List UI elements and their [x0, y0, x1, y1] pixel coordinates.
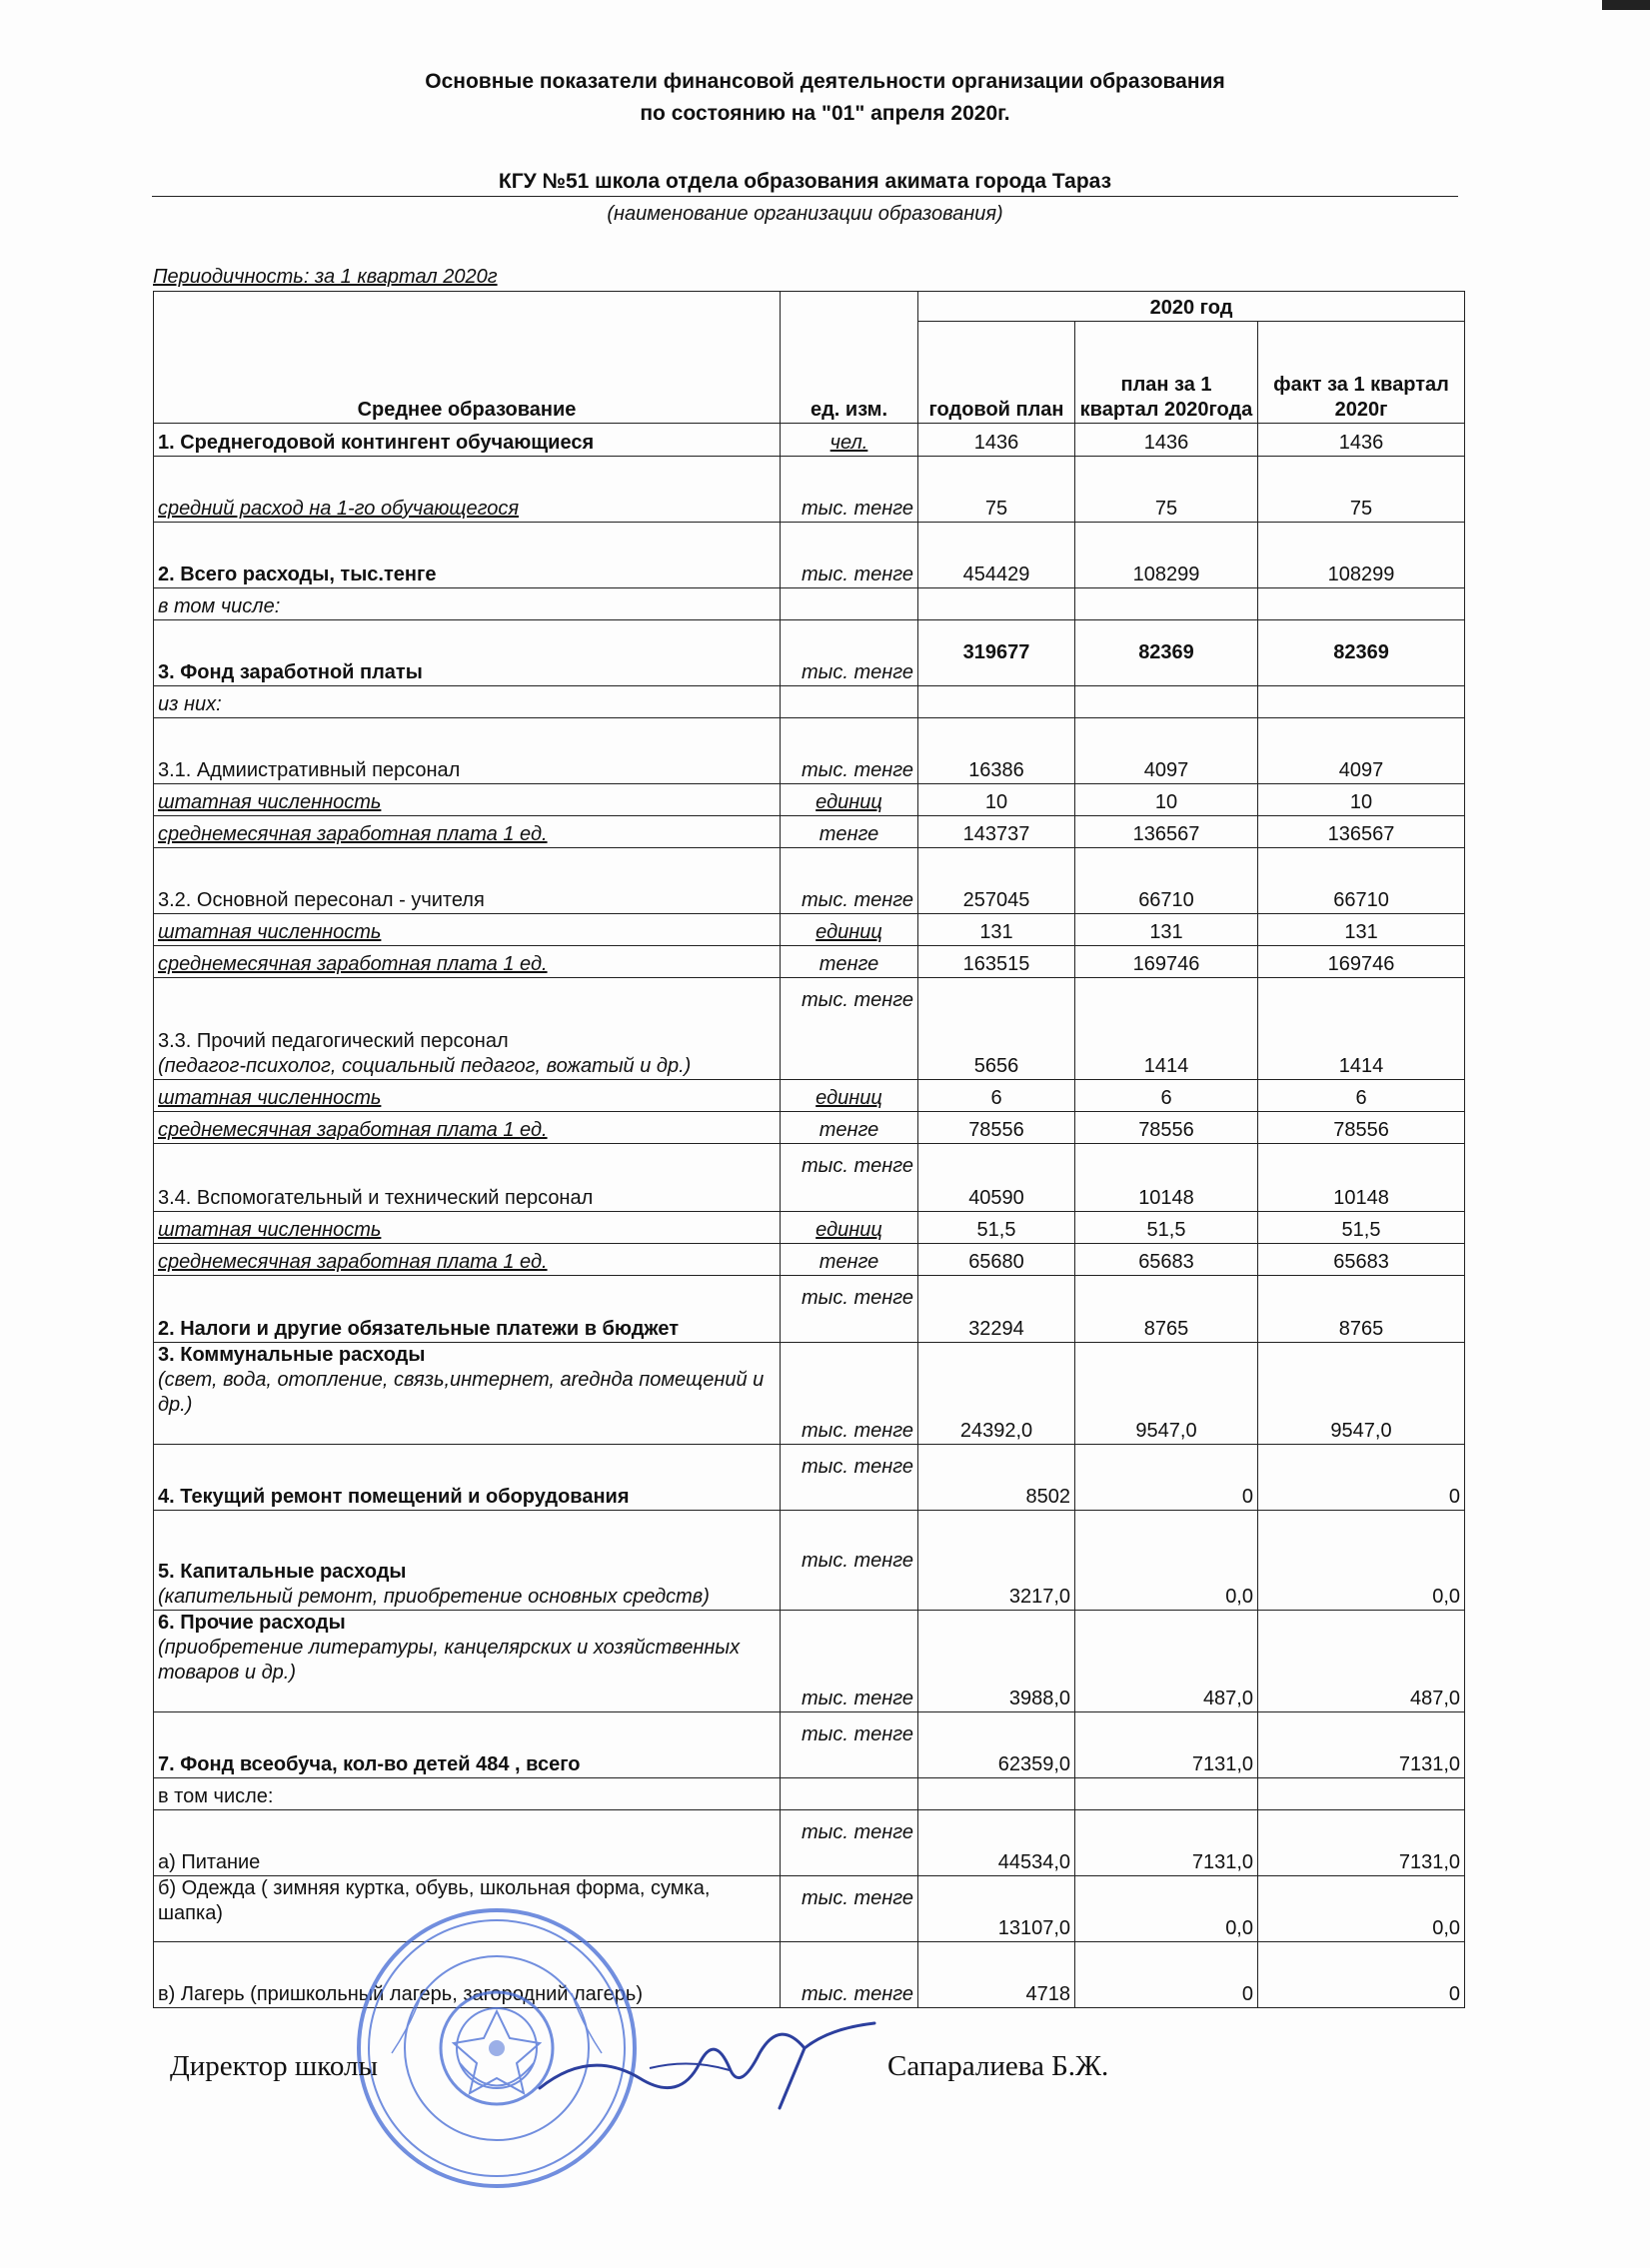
row-plan: 4097	[1075, 718, 1258, 784]
row-annual	[918, 686, 1075, 718]
document-title-line2: по состоянию на "01" апреля 2020г.	[640, 102, 1010, 125]
row-annual: 62359,0	[918, 1712, 1075, 1778]
row-annual: 13107,0	[918, 1876, 1075, 1942]
row-fact: 0	[1258, 1445, 1465, 1511]
table-row	[154, 978, 1465, 1080]
row-unit: тыс. тенге	[781, 1810, 918, 1876]
row-label	[154, 1611, 781, 1712]
row-label: б) Одежда ( зимняя куртка, обувь, школьная форма, сумка, шапка)	[154, 1876, 781, 1942]
row-fact: 4097	[1258, 718, 1465, 784]
table-row	[154, 457, 1465, 523]
table-row	[154, 1810, 1465, 1876]
row-plan: 10148	[1075, 1144, 1258, 1212]
row-fact: 8765	[1258, 1276, 1465, 1343]
row-fact: 1414	[1258, 978, 1465, 1080]
row-annual: 40590	[918, 1144, 1075, 1212]
header-main: Среднее образование	[154, 292, 781, 424]
table-row	[154, 1712, 1465, 1778]
row-annual: 1436	[918, 424, 1075, 457]
table-row	[154, 1876, 1465, 1942]
row-unit: тенге	[781, 816, 918, 848]
row-plan: 1436	[1075, 424, 1258, 457]
row-unit: тыс. тенге	[781, 1343, 918, 1445]
table-row	[154, 914, 1465, 946]
table-row	[154, 1511, 1465, 1611]
row-fact: 78556	[1258, 1112, 1465, 1144]
document-title-line1: Основные показатели финансовой деятельности организации образования	[425, 70, 1225, 93]
row-annual: 3217,0	[918, 1511, 1075, 1611]
table-row	[154, 620, 1465, 686]
row-label-sub: (педагог-психолог, социальный педагог, вожатый и др.)	[158, 1055, 692, 1077]
row-annual: 24392,0	[918, 1343, 1075, 1445]
row-fact: 487,0	[1258, 1611, 1465, 1712]
row-label: среднемесячная заработная плата 1 ед.	[154, 1244, 781, 1276]
row-label: 3.1. Адмиистративный персонал	[154, 718, 781, 784]
row-label: в) Лагерь (пришкольный лагерь, загородний лагерь)	[154, 1942, 781, 2008]
row-label: в том числе:	[154, 588, 781, 620]
row-label: среднемесячная заработная плата 1 ед.	[154, 1112, 781, 1144]
row-plan: 169746	[1075, 946, 1258, 978]
row-label: среднемесячная заработная плата 1 ед.	[154, 946, 781, 978]
row-plan: 6	[1075, 1080, 1258, 1112]
row-fact: 10	[1258, 784, 1465, 816]
row-annual: 51,5	[918, 1212, 1075, 1244]
row-fact: 75	[1258, 457, 1465, 523]
row-fact: 7131,0	[1258, 1810, 1465, 1876]
row-fact: 10148	[1258, 1144, 1465, 1212]
row-label: 2. Налоги и другие обязательные платежи в бюджет	[154, 1276, 781, 1343]
director-signature	[530, 2008, 889, 2118]
row-label-main: 5. Капитальные расходы	[158, 1561, 407, 1583]
table-row	[154, 718, 1465, 784]
row-plan: 10	[1075, 784, 1258, 816]
header-plan-q1: план за 1 квартал 2020года	[1075, 322, 1258, 424]
table-row	[154, 1212, 1465, 1244]
row-annual: 10	[918, 784, 1075, 816]
row-label-main: 6. Прочие расходы	[158, 1612, 346, 1634]
row-unit: тыс. тенге	[781, 718, 918, 784]
row-unit: чел.	[781, 424, 918, 457]
row-label: 2. Всего расходы, тыс.тенге	[154, 523, 781, 588]
row-annual: 257045	[918, 848, 1075, 914]
row-annual: 5656	[918, 978, 1075, 1080]
row-plan: 51,5	[1075, 1212, 1258, 1244]
row-annual: 44534,0	[918, 1810, 1075, 1876]
row-annual: 8502	[918, 1445, 1075, 1511]
table-row	[154, 686, 1465, 718]
row-unit	[781, 1778, 918, 1810]
row-fact: 65683	[1258, 1244, 1465, 1276]
row-annual: 131	[918, 914, 1075, 946]
row-unit: тыс. тенге	[781, 620, 918, 686]
row-annual: 6	[918, 1080, 1075, 1112]
scan-edge-mark	[1602, 0, 1650, 10]
row-unit: тыс. тенге	[781, 523, 918, 588]
row-label: средний расход на 1-го обучающегося	[154, 457, 781, 523]
row-annual: 143737	[918, 816, 1075, 848]
row-unit: единиц	[781, 1080, 918, 1112]
row-unit	[781, 686, 918, 718]
table-row	[154, 523, 1465, 588]
table-row	[154, 1276, 1465, 1343]
row-fact	[1258, 588, 1465, 620]
row-unit: тенге	[781, 1112, 918, 1144]
row-fact: 108299	[1258, 523, 1465, 588]
row-label-sub: (капительный ремонт, приобретение основных средств)	[158, 1586, 710, 1608]
table-row	[154, 1080, 1465, 1112]
row-fact: 131	[1258, 914, 1465, 946]
row-annual: 32294	[918, 1276, 1075, 1343]
row-plan: 131	[1075, 914, 1258, 946]
row-plan: 82369	[1075, 620, 1258, 686]
row-plan	[1075, 1778, 1258, 1810]
row-plan	[1075, 588, 1258, 620]
row-fact: 0	[1258, 1942, 1465, 2008]
table-row	[154, 424, 1465, 457]
row-annual: 16386	[918, 718, 1075, 784]
organization-caption: (наименование организации образования)	[607, 203, 1003, 225]
row-unit: тыс. тенге	[781, 1445, 918, 1511]
row-plan: 7131,0	[1075, 1712, 1258, 1778]
row-plan: 0	[1075, 1445, 1258, 1511]
row-fact: 9547,0	[1258, 1343, 1465, 1445]
row-label	[154, 1511, 781, 1611]
row-unit: тыс. тенге	[781, 1144, 918, 1212]
row-label: из них:	[154, 686, 781, 718]
table-row	[154, 1112, 1465, 1144]
row-unit: единиц	[781, 784, 918, 816]
row-label: штатная численность	[154, 784, 781, 816]
row-fact: 51,5	[1258, 1212, 1465, 1244]
row-annual: 78556	[918, 1112, 1075, 1144]
row-label: 4. Текущий ремонт помещений и оборудования	[154, 1445, 781, 1511]
row-label: 1. Среднегодовой контингент обучающиеся	[154, 424, 781, 457]
row-label: 3. Фонд заработной платы	[154, 620, 781, 686]
row-annual: 75	[918, 457, 1075, 523]
header-fact-q1: факт за 1 квартал 2020г	[1258, 322, 1465, 424]
row-label: среднемесячная заработная плата 1 ед.	[154, 816, 781, 848]
row-label-main: 3. Коммунальные расходы	[158, 1344, 426, 1366]
row-label: 3.2. Основной пересонал - учителя	[154, 848, 781, 914]
table-row	[154, 1611, 1465, 1712]
row-plan: 0	[1075, 1942, 1258, 2008]
row-unit: единиц	[781, 1212, 918, 1244]
row-fact: 1436	[1258, 424, 1465, 457]
table-row	[154, 1942, 1465, 2008]
row-plan: 66710	[1075, 848, 1258, 914]
row-plan: 108299	[1075, 523, 1258, 588]
row-plan: 0,0	[1075, 1876, 1258, 1942]
table-row	[154, 946, 1465, 978]
organization-underline	[152, 196, 1458, 197]
organization-name: КГУ №51 школа отдела образования акимата города Тараз	[498, 170, 1112, 193]
row-label-main: 3.3. Прочий педагогический персонал	[158, 1030, 509, 1052]
row-label: штатная численность	[154, 1212, 781, 1244]
row-annual: 4718	[918, 1942, 1075, 2008]
row-fact: 0,0	[1258, 1511, 1465, 1611]
table-row	[154, 816, 1465, 848]
table-row	[154, 588, 1465, 620]
row-label	[154, 978, 781, 1080]
row-plan: 9547,0	[1075, 1343, 1258, 1445]
row-unit: тыс. тенге	[781, 1276, 918, 1343]
row-unit: тыс. тенге	[781, 1511, 918, 1611]
row-plan: 136567	[1075, 816, 1258, 848]
row-unit: тыс. тенге	[781, 1876, 918, 1942]
header-unit: ед. изм.	[781, 292, 918, 424]
row-annual: 454429	[918, 523, 1075, 588]
row-unit: тенге	[781, 946, 918, 978]
row-label: 7. Фонд всеобуча, кол-во детей 484 , всего	[154, 1712, 781, 1778]
row-label: в том числе:	[154, 1778, 781, 1810]
row-unit: тыс. тенге	[781, 1942, 918, 2008]
row-fact	[1258, 1778, 1465, 1810]
table-row	[154, 1244, 1465, 1276]
table-row	[154, 1343, 1465, 1445]
row-fact	[1258, 686, 1465, 718]
table-row	[154, 1778, 1465, 1810]
signature-name: Сапаралиева Б.Ж.	[887, 2050, 1109, 2082]
row-fact: 169746	[1258, 946, 1465, 978]
row-unit: тыс. тенге	[781, 1611, 918, 1712]
row-plan: 0,0	[1075, 1511, 1258, 1611]
row-unit: тыс. тенге	[781, 848, 918, 914]
row-plan: 78556	[1075, 1112, 1258, 1144]
header-year: 2020 год	[918, 292, 1465, 322]
table-row	[154, 1445, 1465, 1511]
row-label: штатная численность	[154, 914, 781, 946]
row-unit: тыс. тенге	[781, 978, 918, 1080]
row-unit	[781, 588, 918, 620]
row-label-sub: (приобретение литературы, канцелярских и хозяйственных товаров и др.)	[158, 1637, 741, 1684]
row-annual	[918, 1778, 1075, 1810]
row-plan: 7131,0	[1075, 1810, 1258, 1876]
table-row	[154, 848, 1465, 914]
row-unit: тыс. тенге	[781, 1712, 918, 1778]
header-annual-plan: годовой план	[918, 322, 1075, 424]
row-plan: 8765	[1075, 1276, 1258, 1343]
row-plan: 65683	[1075, 1244, 1258, 1276]
row-label-sub: (свет, вода, отопление, связь,интернет, areднда помещений и др.)	[158, 1369, 765, 1416]
row-fact: 7131,0	[1258, 1712, 1465, 1778]
row-annual: 319677	[918, 620, 1075, 686]
periodicity: Периодичность: за 1 квартал 2020г	[153, 266, 498, 288]
row-plan: 75	[1075, 457, 1258, 523]
row-annual: 3988,0	[918, 1611, 1075, 1712]
row-annual: 163515	[918, 946, 1075, 978]
row-label	[154, 1343, 781, 1445]
table-row	[154, 1144, 1465, 1212]
row-label: а) Питание	[154, 1810, 781, 1876]
table-row	[154, 784, 1465, 816]
row-fact: 0,0	[1258, 1876, 1465, 1942]
row-fact: 82369	[1258, 620, 1465, 686]
row-fact: 66710	[1258, 848, 1465, 914]
row-fact: 136567	[1258, 816, 1465, 848]
row-plan: 1414	[1075, 978, 1258, 1080]
row-plan	[1075, 686, 1258, 718]
row-unit: единиц	[781, 914, 918, 946]
signature-position: Директор школы	[170, 2050, 378, 2082]
financial-indicators-table	[153, 291, 1465, 2008]
row-annual: 65680	[918, 1244, 1075, 1276]
row-label: 3.4. Вспомогательный и технический персонал	[154, 1144, 781, 1212]
row-unit: тыс. тенге	[781, 457, 918, 523]
row-label: штатная численность	[154, 1080, 781, 1112]
row-annual	[918, 588, 1075, 620]
row-fact: 6	[1258, 1080, 1465, 1112]
row-plan: 487,0	[1075, 1611, 1258, 1712]
row-unit: тенге	[781, 1244, 918, 1276]
